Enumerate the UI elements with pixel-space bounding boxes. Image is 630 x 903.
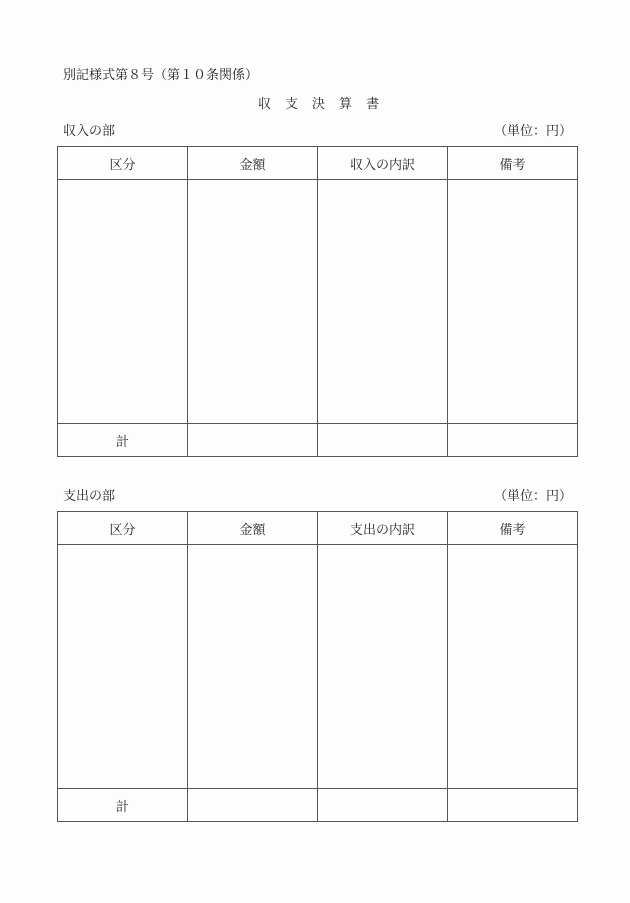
expense-remarks-cell[interactable] — [448, 545, 578, 789]
column-header-breakdown: 支出の内訳 — [318, 512, 448, 545]
title-char: 書 — [366, 97, 380, 112]
expense-body-row — [58, 545, 578, 789]
expense-unit-label: （単位：円） — [494, 489, 573, 504]
form-number-label: 別記様式第８号（第１０条関係） — [63, 68, 259, 83]
income-unit-label: （単位：円） — [494, 124, 573, 139]
column-header-amount: 金額 — [188, 147, 318, 180]
income-total-label: 計 — [58, 424, 188, 457]
income-header-row — [58, 147, 578, 180]
expense-amount-cell[interactable] — [188, 545, 318, 789]
income-table — [57, 146, 578, 457]
expense-header-row — [58, 512, 578, 545]
expense-breakdown-cell[interactable] — [318, 545, 448, 789]
income-total-row — [58, 424, 578, 457]
expense-total-breakdown-cell[interactable] — [318, 789, 448, 822]
income-section-label: 収入の部 — [63, 124, 116, 139]
column-header-category: 区分 — [58, 147, 188, 180]
title-char: 支 — [285, 97, 299, 112]
income-amount-cell[interactable] — [188, 180, 318, 424]
title-char: 収 — [258, 97, 272, 112]
income-breakdown-cell[interactable] — [318, 180, 448, 424]
income-total-amount-cell[interactable] — [188, 424, 318, 457]
expense-category-cell[interactable] — [58, 545, 188, 789]
income-body-row — [58, 180, 578, 424]
title-char: 算 — [339, 97, 353, 112]
income-category-cell[interactable] — [58, 180, 188, 424]
document-title — [258, 97, 393, 113]
column-header-remarks: 備考 — [448, 512, 578, 545]
column-header-remarks: 備考 — [448, 147, 578, 180]
income-total-breakdown-cell[interactable] — [318, 424, 448, 457]
column-header-amount: 金額 — [188, 512, 318, 545]
expense-total-remarks-cell[interactable] — [448, 789, 578, 822]
title-char: 決 — [312, 97, 326, 112]
income-total-remarks-cell[interactable] — [448, 424, 578, 457]
column-header-category: 区分 — [58, 512, 188, 545]
expense-total-amount-cell[interactable] — [188, 789, 318, 822]
expense-total-label: 計 — [58, 789, 188, 822]
column-header-breakdown: 収入の内訳 — [318, 147, 448, 180]
income-remarks-cell[interactable] — [448, 180, 578, 424]
expense-table — [57, 511, 578, 822]
expense-total-row — [58, 789, 578, 822]
expense-section-label: 支出の部 — [63, 489, 116, 504]
